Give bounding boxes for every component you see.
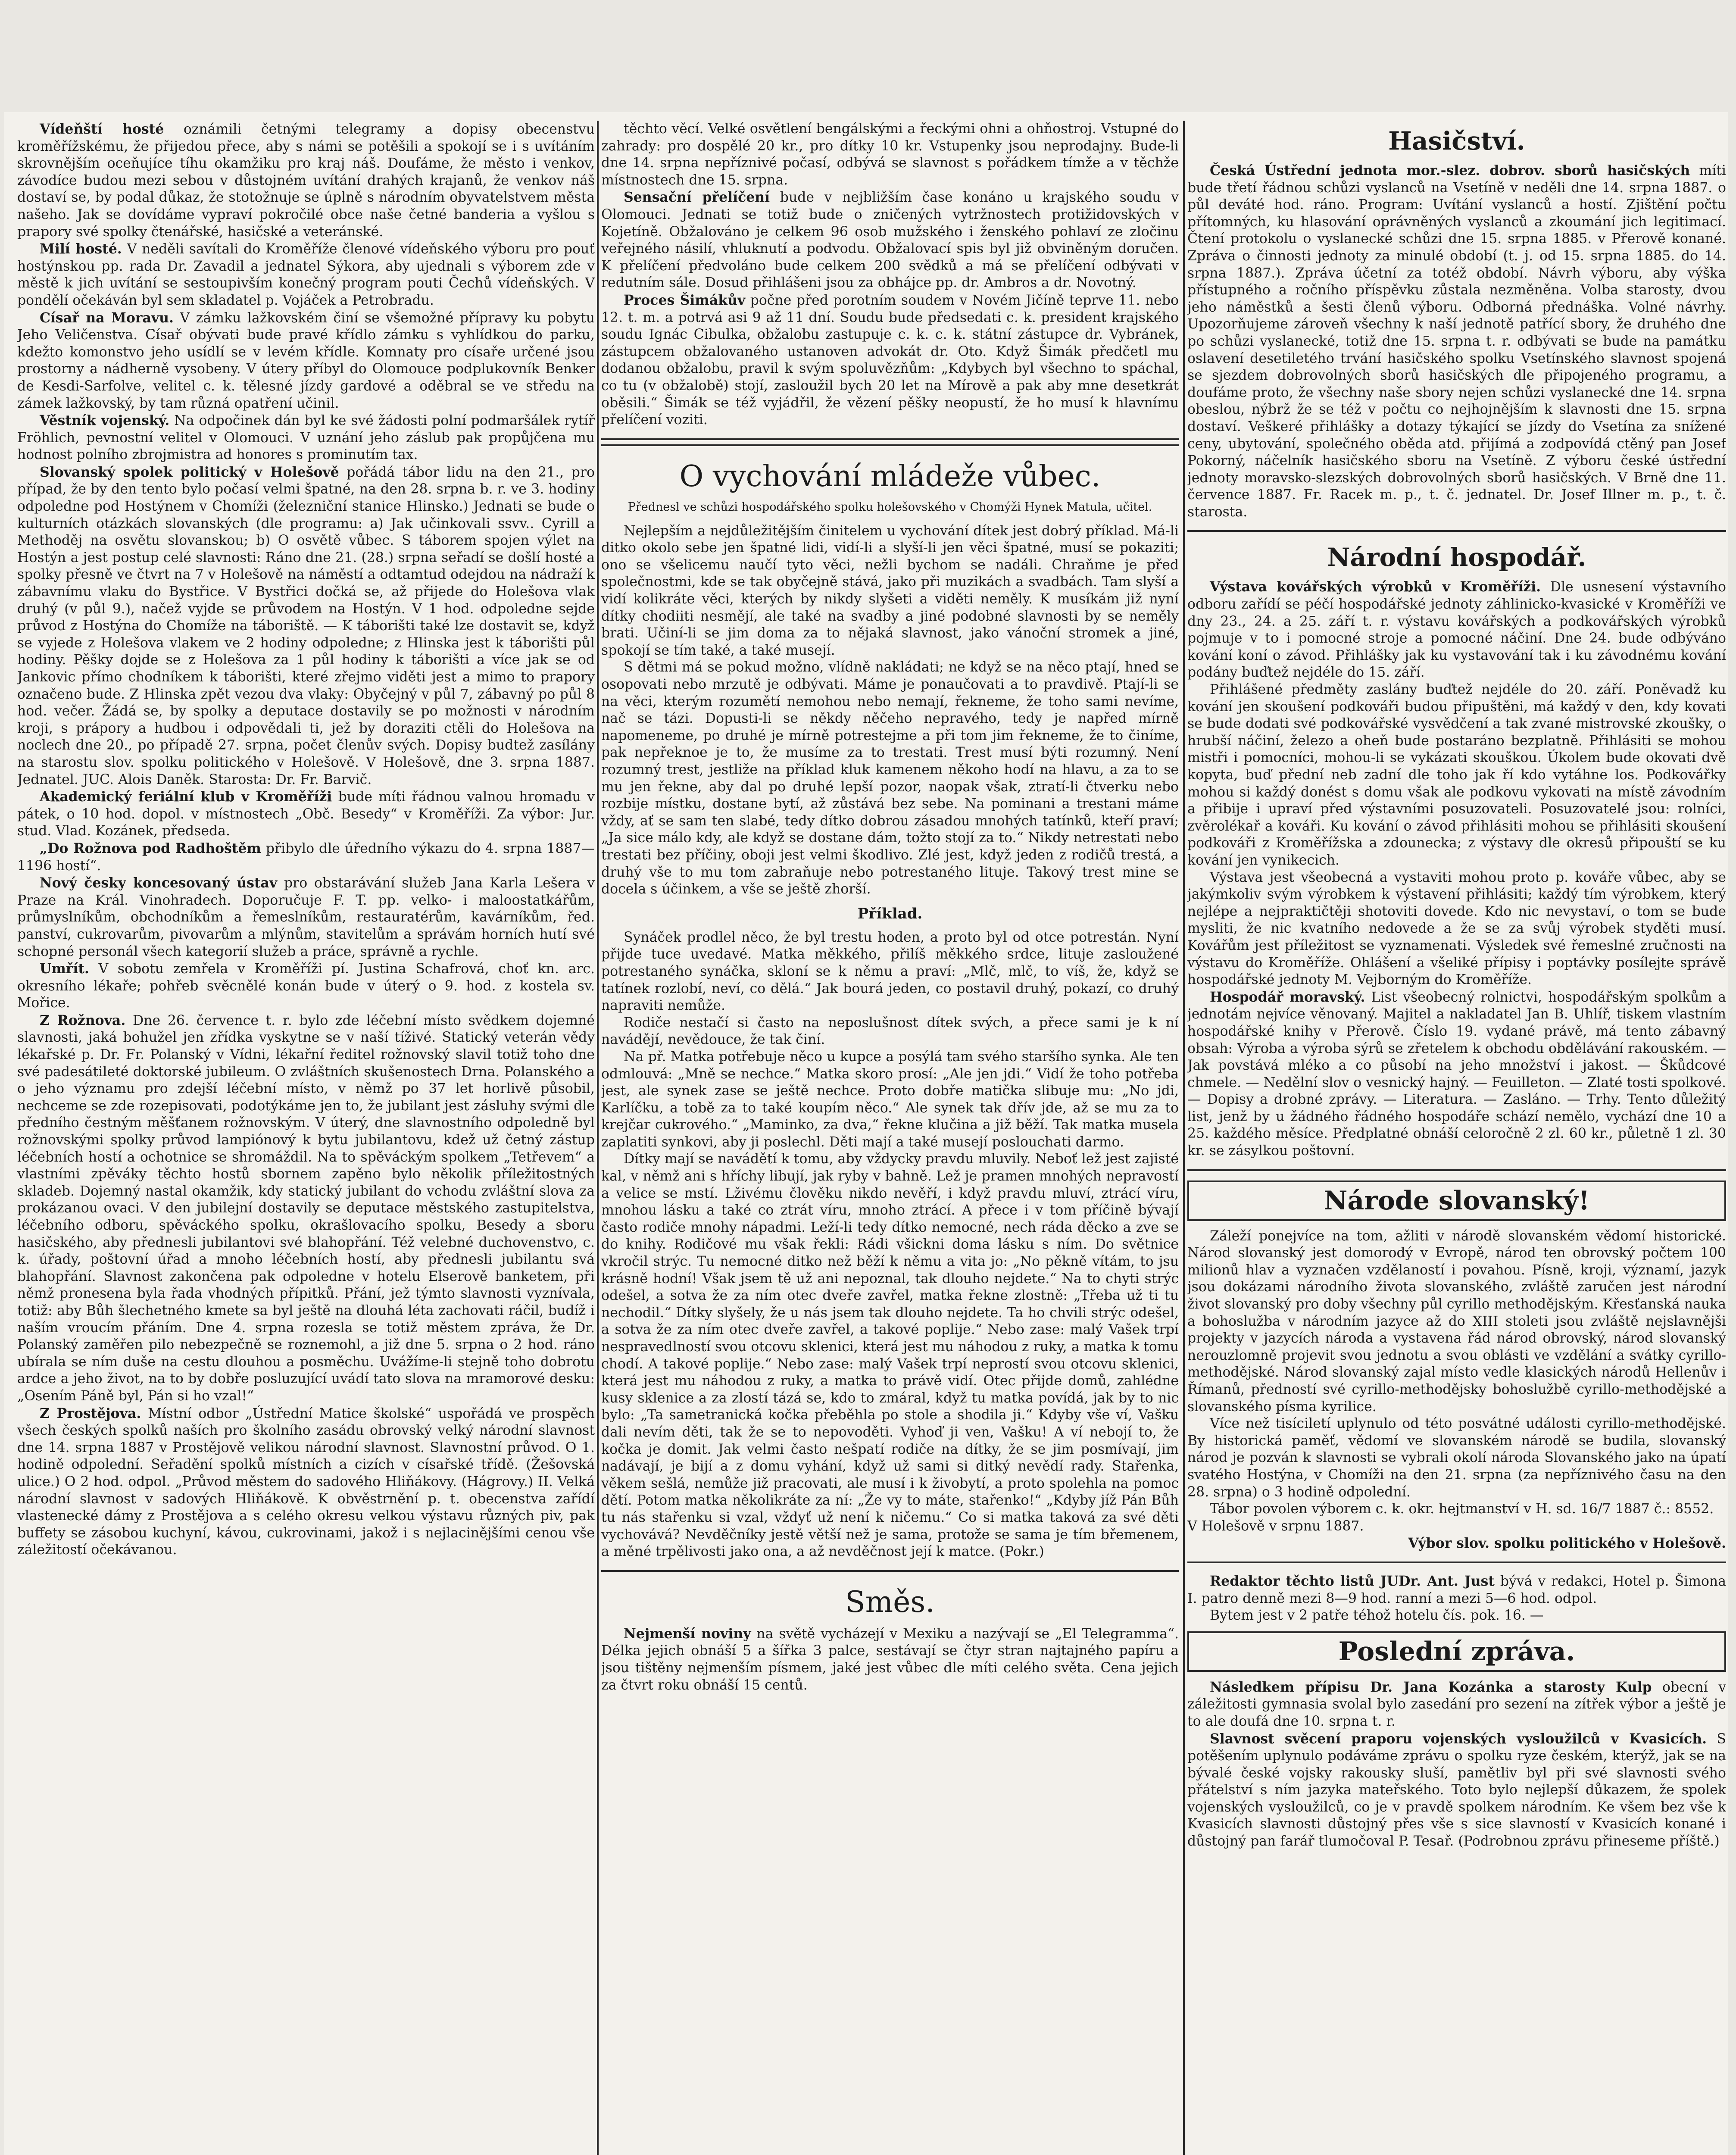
- news-item: [601, 292, 1179, 429]
- column-rule-right: [1183, 121, 1185, 2155]
- example-paragraph: Na př. Matka potřebuje něco u kupce a posýlá tam svého staršího synka. Ale ten odmlouvá: „Mně se nechce.“ Matka skoro prosí: „Ale jen jdi.“ Vidí že toho potřeba jest, ale synek zase se ještě nechce. Proto dobře matička slibuje mu: „No jdi, Karlíčku, a tobě za to také koupím něco.“ Ale synek tak dřív jde, až se mu za to krejčar cukrového.“ „Maminko, za dva,“ řekne klučina a již běží. Tak matka musela zaplatiti synkovi, aby ji poslechl. Děti mají a také musejí poslouchati darmo.: [601, 1049, 1179, 1150]
- section-divider: [1187, 1562, 1726, 1563]
- news-item-text: počne před porotním soudem v Novém Jičíně teprve 11. nebo 12. t. m. a potrvá asi 9 až 11 dní. Soudu bude předsedati c. k. president krajského soudu Ignác Cibulka, obžalobu zastupuje c. k. c. k. státní zástupce dr. Vybránek, zástupcem obžalovaného ustanoven advokát dr. Oto. Když Šimák předčetl mu dodanou obžalobu, pravil k svým spoluvězňům: „Kdybych byl všechno to spáchal, co tu (v obžalobě) stojí, zasloužil bych 20 let na Mírově a pak aby mne desetkrát oběsili.“ Šimák se též vyjádřil, že vězení pěšky neopustí, že ho musí k hlavnímu přelíčení voziti.: [601, 292, 1179, 428]
- redakce-text: bývá v redakci, Hotel p. Šimona I. patro denně mezi 8—9 hod. ranní a mezi 5—6 hod. odpol.: [1187, 1573, 1726, 1606]
- news-item: [17, 874, 595, 960]
- hasicstvi-paragraph-text: míti bude třetí řádnou schůzi vyslanců na Vsetíně v neděli dne 14. srpna 1887. o půl deváté hod. ráno. Program: Uvítání vyslanců a hostí. Zjištění počtu přítomných, ku hlasování oprávněných vyslanců a zkoumání jich legitimací. Čtení protokolu o vyslanecké schůzi dne 15. srpna 1885. v Přerově konané. Zpráva o činnosti jednoty za minulé období (t. j. od 15. srpna 1885. do 14. srpna 1887.). Zpráva účetní za totéž období. Návrh výboru, aby výška přístupného a ročního příspěvku zůstala nezměněna. Volba starosty, dvou jeho náměstků a šesti členů výboru. Odborná přednáška. Volné návrhy. Upozorňujeme zároveň všechny k naší jednotě patřící sbory, že druhého dne po schůzi vyslanecké, totiž dne 15. srpna t. r. odbývati se bude na památku oslavení desetiletého trvání hasičského spolku Vsetínského slavnost spojená se sjezdem dobrovolných sborů hasičských dle připojeného programu, a doufáme proto, že všechny naše sbory nejen schůzi vyslanecké dne 14. srpna obeslou, nýbrž že se též v počtu co nejhojnějším k slavnosti dne 15. srpna dostaví. Veškeré přihlášky a dotazy týkající se jízdy do Vsetína za snížené ceny, ubytování, společného oběda atd. přijímá a zodpovídá ctěný pan Josef Pokorný, náčelník hasičského sboru na Vsetíně. Z výboru české ústřední jednoty moravsko-slezských dobrovolných sborů hasičských. V Brně dne 11. července 1887. Fr. Racek m. p., t. č. jednatel. Dr. Josef Illner m. p., t. č. starosta.: [1187, 163, 1726, 520]
- section-title-smes: Směs.: [845, 1585, 935, 1619]
- posledni-paragraph-lead: Následkem přípisu Dr. Jana Kozánka a starosty Kulp: [1210, 1679, 1652, 1695]
- section-divider: [1187, 1169, 1726, 1171]
- news-item: [17, 121, 595, 240]
- narode-place: V Holešově v srpnu 1887.: [1187, 1518, 1364, 1534]
- news-item: [17, 1012, 595, 1405]
- news-item: [17, 788, 595, 840]
- news-item-text: pro obstarávání služeb Jana Karla Lešera v Praze na Král. Vinohradech. Doporučuje F. T. pp. velko- i maloostatkářům, průmyslníkům, obchodníkům a řemeslníkům, restauratérům, kavárníkům, řed. panství, cukrovarům, pivovarům a mlýnům, stavitelům a správám horních hutí své schopné personál všech kategorií služeb a práce, správně a rychle.: [17, 875, 595, 959]
- hospodar-paragraph: [1187, 989, 1726, 1160]
- news-item: [17, 240, 595, 309]
- hospodar-paragraph-text: List všeobecný rolnictvi, hospodářským spolkům a jednotám nejvíce věnovaný. Majitel a nakladatel Jan B. Uhlíř, tiskem vlastním hospodářské knihy v Přerově. Číslo 19. vydané právě, má tento zábavný obsah: Výroba a výroba sýrů se zřetelem k obchodu obdělávání rakouském. — Jak povstává mléko a co působí na jeho množství i jakost. — Škůdcové chmele. — Nedělní slov o vesnický hajný. — Feuilleton. — Zlaté tosti spolkové. — Dopisy a drobné zprávy. — Literatura. — Zasláno. — Trhy. Tento důležitý list, jenž by u žádného řádného hospodáře schází nemělo, vychází dne 10 a 25. každého měsíce. Předplatné obnáší celoročně 2 zl. 60 kr., půletně 1 zl. 30 kr. se zásylkou poštovní.: [1187, 989, 1726, 1159]
- news-item-text: těchto věcí. Velké osvětlení bengálskými a řeckými ohni a ohňostroj. Vstupné do zahrady: pro dospělé 20 kr., pro dítky 10 kr. Vstupenky jsou neprodajny. Bude-li dne 14. srpna nepříznivé počasí, odbývá se slavnost s pořádkem tímže a v těchže místnostech dne 15. srpna.: [601, 121, 1179, 188]
- posledni-paragraph-text: obecní v záležitosti gymnasia svolal bylo zasedání pro sezení na zítřek výbor a ještě je to ale doufá dne 10. srpna t. r.: [1187, 1679, 1726, 1729]
- narode-body: [1187, 1228, 1726, 1518]
- news-item-lead: Slovanský spolek politický v Holešově: [40, 464, 339, 480]
- article-body-education: [601, 523, 1179, 898]
- news-item: [17, 309, 595, 412]
- news-item-lead: Sensační přelíčení: [624, 189, 770, 206]
- news-item-text: bude v nejbližším čase konáno u krajského soudu v Olomouci. Jednati se totiž bude o zničených vytržnostech protižidovských v Kojetíně. Obžalováno je celkem 96 osob mužského i ženského pohlaví ze zločinu veřejného násilí, vhluknutí a podvodu. Obžalovací spis byl již obviněným doručen. K přelíčení předvoláno bude celkem 200 svědků a má se přelíčení odbývati v redutním sále. Dosud přihlášeni jsou za obhájce pp. dr. Ambros a dr. Novotný.: [601, 190, 1179, 291]
- news-item: [17, 960, 595, 1012]
- news-item: [17, 840, 595, 874]
- hasicstvi-body: [1187, 162, 1726, 521]
- news-item-text: Místní odbor „Ústřední Matice školské“ uspořádá ve prospěch všech českých spolků naších pro školního zasádu obrovský velký národní slavnost dne 14. srpna 1887 v Prostějově velikou národní slavnost. Slavnostní průvod. O 1. hodině odpolední. Seřadění spolků místních a cizích v císařské třídě. (Žešovská ulice.) O 2 hod. odpol. „Průvod městem do sadového Hliňákovy. (Hágrovy.) II. Velká národní slavnost v sadových Hliňákově. K obvěstrnění p. t. obecenstva zařídí vlastenecké dámy z Prostějova a s celého okresu velkou výstavu různých piv, pak buffety se zásobou kuchyní, kávou, cukrovinami, jakož i s nejlacinějšími cenou vše záležitostí očekávanou.: [17, 1405, 595, 1558]
- hospodar-body: [1187, 578, 1726, 1159]
- hospodar-paragraph-text: Dle usnesení výstavního odboru zařídí se péčí hospodářské jednoty záhlinicko-kvasické v Kroměříži ve dny 23., 24. a 25. září t. r. výstavu kovářských a podkovářských výrobků pojmuje v to i pomocné stroje a pomocné náčiní. Dne 24. bude odbýváno kování koní o závod. Přihlášky jak ku vystavování tak i ku závodnému kování podány buďtež nejdéle do 15. září.: [1187, 579, 1726, 681]
- section-divider: [601, 1570, 1179, 1572]
- article-title-education: O vychování mládeže vůbec.: [679, 459, 1101, 493]
- news-item-lead: Císař na Moravu.: [40, 309, 174, 326]
- news-item-lead: Umřít.: [40, 961, 89, 977]
- news-item-lead: „Do Rožnova pod Radhoštěm: [40, 840, 261, 856]
- section-divider: [601, 438, 1179, 446]
- news-item-text: V sobotu zemřela v Kroměříži pí. Justina Schafrová, choť kn. arc. okresního lékaře; pohřeb svěcnělé konán bude v úterý o 9. hod. z kostela sv. Mořice.: [17, 961, 595, 1011]
- hospodar-paragraph: [1187, 578, 1726, 681]
- redakce-line2: Bytem jest v 2 patře téhož hotelu čís. pok. 16. —: [1210, 1608, 1544, 1624]
- news-item-text: bude míti řádnou valnou hromadu v pátek, o 10 hod. dopol. v místnostech „Obč. Besedy“ v Kroměříži. Za výbor: Jur. stud. Vlad. Kozánek, předseda.: [17, 789, 595, 839]
- news-item: [17, 412, 595, 464]
- section-title-hasicstvi: Hasičství.: [1388, 126, 1525, 156]
- redakce-lead: Redaktor těchto listů JUDr. Ant. Just: [1210, 1573, 1495, 1589]
- smes-text: na světě vycházejí v Mexiku a nazývají se „El Telegramma“. Délka jejich obnáší 5 a šířka 3 palce, sestávají se čtyr stran najtajného papíru a jsou tištěny nejmenším písmem, jaké jest vůbec dle míti celého světa. Cena jejich za čtvrt roku obnáší 15 centů.: [601, 1626, 1179, 1693]
- news-item-text: pořádá tábor lidu na den 21., pro případ, že by den tento bylo počasí velmi špatné, na den 28. srpna b. r. ve 3. hodiny odpoledne pod Hostýnem v Chomíži (železniční stanice Hlinsko.) Jednati se bude o kulturních otázkách slovanských (dle programu: a) Jak učinkovali ssvv.. Cyrill a Methoděj na osvětu slovanskou; b) O osvětě vůbec. S táborem spojen výlet na Hostýn a jest postup celé slavnosti: Ráno dne 21. (28.) srpna seřadí se došlí hosté a spolky přesně ve čtvrt na 7 v Holešově na náměstí a odtamtud odejdou na nádraží k zábavnímu vlaku do Bystřice. V Bystřici dočká se, až přijede do Holešova vlak druhý (v půl 9.), načež vyjde se průvodem na Hostýn. V 1 hod. odpoledne sejde průvod z Hostýna do Chomíže na táboriště. — K táborišti také lze dostavit se, když se vyjede z Holešova vlakem ve 2 hodiny odpoledne; z Hlinska jest k táborišti půl hodiny. Pěšky dojde se z Holešova za 1 půl hodiny k táborišti a více jak se od Jankovic přímo chodníkem k táborišti, které zřejmo viděti jest a mimo to prapory označeno bude. Z Hlinska zpět vezou dva vlaky: Obyčejný v půl 7, zábavný po půl 8 hod. večer. Žádá se, by spolky a deputace dostavily se po možnosti v národním kroji, s prápory a hudbou i odpovědali ti, jež by doraziti ctěli do Holešova na noclech dne 20., po případě 27. srpna, počet členův svých. Dopisy budtež zasílány na starostu slov. spolku politického v Holešově. V Holešově, dne 3. srpna 1887. Jednatel. JUC. Alois Daněk. Starosta: Dr. Fr. Barvič.: [17, 464, 595, 787]
- news-item-text: V zámku lažkovském činí se všemožné přípravy ku pobytu Jeho Veličenstva. Císař obývati bude pravé křídlo zámku s vyhlídkou do parku, kdežto komonstvo jeho usídlí se v levém křídle. Komnaty pro císaře určené jsou prostorny a nádherně vysobeny. V útery příbyl do Olomouce podplukovník Benker de Kesdi-Sarfolve, velitel c. k. tělesné jízdy gardové a oděbral se ve středu na zámek lažkovský, by tam různá opatření učinil.: [17, 310, 595, 411]
- posledni-paragraph: [1187, 1730, 1726, 1850]
- news-item-text: V neděli savítali do Kroměříže členové vídeňského výboru pro pouť hostýnskou pp. rada Dr. Zavadil a jednatel Sýkora, aby ujednali s výborem zde v městě k jich uvítání se sestoupivším konečný program pouti Čechů vídeňských. V pondělí očekáván byl sem skladatel p. Vojáček a Petrobradu.: [17, 241, 595, 308]
- posledni-paragraph: [1187, 1679, 1726, 1730]
- smes-lead: Nejmenší noviny: [624, 1625, 751, 1642]
- hospodar-paragraph-lead: Hospodář moravský.: [1210, 989, 1365, 1005]
- news-item-lead: Věstník vojenský.: [40, 412, 170, 429]
- hasicstvi-paragraph: [1187, 162, 1726, 521]
- news-item: [601, 189, 1179, 292]
- news-item-lead: Vídeňští hosté: [40, 121, 164, 137]
- news-item-lead: Milí hosté.: [40, 241, 122, 257]
- narode-signature: Výbor slov. spolku politického v Holešově.: [1408, 1535, 1726, 1552]
- news-item-lead: Z Prostějova.: [40, 1405, 141, 1421]
- smes-paragraph: [601, 1625, 1179, 1694]
- hospodar-paragraph-text: Přihlášené předměty zaslány buďtež nejdéle do 20. září. Poněvadž ku kování jen skoušení podkováři budou připuštěni, má každý v den, kdy kovati se bude dodati své podkovářské vysvědčení a tak zvané mistrovské zkoušky, o hrubší náčiní, železo a oheň bude postaráno bezplatně. Přihlásiti se mohou mistři i pomocníci, mohou-li se vykázati skouškou. Úkolem bude okovati dvě kopyta, buď přední neb zadní dle toho jak ří kdo vytáhne los. Podkovářky mohou si každý donést s domu však ale podkovu vykovati na místě závodním a přibije i upraví před výstavními posuzovateli. Posuzovatelé jsou: rolníci, zvěrolékař a kováři. Ku kování o závod přihlásiti mohou se přihlásiti skoušení podkováři z Kroměřížska a zdounecka; z výstavy dle okresů připouští se ku kování jen vynikecich.: [1187, 682, 1726, 868]
- section-divider: [1187, 530, 1726, 532]
- narode-paragraph: Tábor povolen výborem c. k. okr. hejtmanství v H. sd. 16/7 1887 č.: 8552.: [1210, 1501, 1714, 1517]
- column-middle: [601, 121, 1179, 2155]
- news-item-lead: Z Rožnova.: [40, 1012, 126, 1028]
- news-item-text: Na odpočinek dán byl ke své žádosti polní podmaršálek rytíř Fröhlich, pevnostní velitel v Olomouci. V uznání jeho záslub pak propůjčena mu hodnost polního zbrojmistra ad honores s prominutím tax.: [17, 413, 595, 463]
- column-rule-left: [597, 121, 599, 2155]
- example-paragraph: Synáček prodlel něco, že byl trestu hoden, a proto byl od otce potrestán. Nyní přijde tuce uvedavé. Matka měkkého, přilíš měkkého srdce, lituje zasloužené potrestaného synáčka, skloní se k němu a praví: „Mlč, mlč, to víš, že, když se tatínek rozlobí, neví, co dělá.“ Jak bourá jeden, co postavil druhý, pokazí, co druhý napraviti nemůže.: [601, 929, 1179, 1014]
- example-paragraph: Dítky mají se navádětí k tomu, aby vždycky pravdu mluvily. Neboť lež jest zajisté kal, v němž ani s hříchy libují, jak ryby v bahně. Lež je pramen mnohých nepravostí a velice se mstí. Lživému člověku nikdo nevěří, i když pravdu mluví, ztrácí víru, mnohou lásku a také co ztrát víru, mnoho ztrácí. A přece i v tom příčině bývají často rodiče mnohy nápadmi. Leží-li tedy dítko nemocné, nech ráda děcko a zve se do knihy. Rodičové mu však řekli: Rádi všickni doma lásku s ním. Do světnice vkročil strýc. Tu nemocné ditko než běží k němu a vita jo: „No pěkně vítám, to jsu krásně hodní! Však jsem tě už ani nepoznal, tak dlouho nejdete.“ Na to chyti strýc odešel, a sotva že za ním otec dveře zavřel, matka řekne zlostně: „Třeba už ti tu nechodil.“ Dítky slyšely, že u nás jsem tak dlouho nejdete. Ta ho chvili strýc odešel, a sotva že za ním otec dveře zavřel, a takové poplije.“ Nebo zase: malý Vašek trpí nespravedlností svou otcovu sklenici, která jest mu náhodou z ruky, a matka k tomu chodí. A takové poplije.“ Nebo zase: malý Vašek trpí neprostí svou otcovu sklenici, která jest mu náhodou z ruky, a matka to právě vidí. Otec přijde domů, zahlédne kusy sklenice a za zlostí tázá se, kdo to zmáral, když tu matka povídá, jak by to nic bylo: „Ta sametranická kočka přeběhla po stole a shodila ji.“ Kdyby vše ví, Vašku dali nevím děti, tak že se to nepovoděti. Vyhoď ji ven, Vašku! A ví nebojí to, že kočka je domit. Jak velmi často nešpatí rodiče na dítky, že se jim posmívají, jim nadávají, je bijí a z domu vyhání, když už sami si ditký nevědí rady. Stařenka, věkem sešlá, nemůže již pracovati, ale musí i k živobytí, a proto spolehla na pomoc dětí. Potom matka několikráte za ní: „Že vy to máte, stařenko!“ „Kdyby jíž Pán Bůh tu nás stařenku si vzal, vždyť už není k ničemu.“ Co si matka taková za své děti vychovává? Nevděčníky jestě větší než je sama, protože se sama je tím břemenem, a měné trpělivosti jako ona, a až nevděčnost její k matce. (Pokr.): [601, 1151, 1179, 1560]
- news-item-text: přibylo dle úředního výkazu do 4. srpna 1887—1196 hostí“.: [17, 840, 595, 874]
- narode-paragraph: Více než tisíciletí uplynulo od této posvátné události cyrillo-methodějské. By historická paměť, vědomí ve slovanském národě se budila, slovanský národ je pozván k slavnosti se vybrali okolí národa Slovanského jako na úpatí svatého Hostýna, v Chomíži na den 21. srpna (za nepříznivého času na den 28. srpna) o 3 hodině odpolední.: [1187, 1416, 1726, 1500]
- example-heading: Příklad.: [857, 905, 923, 922]
- posledni-paragraph-lead: Slavnost svěcení praporu vojenských vysloužilců v Kvasicích.: [1210, 1730, 1707, 1747]
- article-paragraph: S dětmi má se pokud možno, vlídně nakládati; ne když se na něco ptají, hned se osopovati nebo mrzutě je odbývati. Máme je ponaučovati a to pravdivě. Ptají-li se na věci, kterým rozumětí nemohou nebo nemají, řekneme, že toho sami nevíme, nač se tázi. Dopusti-li se někdy něčeho nepravého, tedy je napřed mírně napomeneme, po druhé je mírně potrestejme a při tom jim řekneme, že to činíme, pak nepřeknoe je to, že musíme za to trestati. Trest musí býti rozumný. Není rozumný trest, jestliže na příklad kluk kamenem někoho hodí na hlavu, a za to se mu jen řekne, aby dal po druhé lepší pozor, naopak však, ztratí-li čtverku nebo rozbije místku, dostane bytí, až zůstává bez sebe. Na pominani a trestani máme vždy, ať se sam ten slabé, tedy dítko dobrou zásadou mnohých tatínků, kteří praví; „Ja sice málo kdy, ale když se dostane dám, tožto stojí za to.“ Nikdy netrestati nebo trestati bez příčiny, oboji jest velmi škodlivo. Zlé jest, když jeden z rodičů trestá, a druhý vše to mu tom zabraňuje nebo potrestaného lituje. Takový trest mine se docela s účinkem, a vše se ještě zhorší.: [601, 659, 1179, 897]
- hospodar-paragraph: [1187, 869, 1726, 989]
- article-paragraph: Nejlepším a nejdůležitějším činitelem u vychování dítek jest dobrý příklad. Má-li ditko okolo sebe jen špatné lidi, vidí-li a slyší-li jen věci špatné, musí se pokaziti; ono se všelicemu naučí tyto věci, nežli bychom se nadáli. Chraňme je před společnostmi, kde se tak obyčejně stává, jako při muzikách a svadbách. Tam slyší a vidí kolikráte věci, kterých by nikdy slyšeti a viděti neměly. K musíkám již nyní dítky chodiiti nesmějí, ale také na svadby a jiné podobné slavnosti by se neměly brati. Učiní-li se jim doma za to nějaká slavnost, jako vánoční stromek a jiné, spokojí se tím také, a také musejí.: [601, 523, 1179, 658]
- hasicstvi-paragraph-lead: Česká Ústřední jednota mor.-slez. dobrov. sborů hasičských: [1210, 162, 1690, 178]
- hospodar-paragraph-text: Výstava jest všeobecná a vystaviti mohou proto p. kováře vůbec, aby se jakýmkoliv svým výrobkem k výstavení přihlásiti; každý tím výrobkem, který nejlépe a nejpraktičtěji shotoviti dovede. Kdo nic nevystaví, o tom se bude mysliti, že nic kvatního nedovede a že se za svůj výrobek styděti musí. Kovářům jest příležitost se vyznamenati. Výsledek své řemeslné zručnosti na výstavu do Kroměříže. Ohlášení a všeliké přípisy i poptávky posílejte správě hospodářské jednoty M. Vejborným do Kroměříže.: [1187, 869, 1726, 988]
- boxed-title-posledni: Poslední zpráva.: [1187, 1631, 1726, 1672]
- news-item: [17, 1405, 595, 1559]
- news-item: [17, 464, 595, 788]
- example-paragraph: Rodiče nestačí si často na neposlušnost dítek svých, a přece sami je k ní navádějí, nevědouce, že tak činí.: [601, 1015, 1179, 1048]
- hospodar-paragraph-lead: Výstava kovářských výrobků v Kroměříži.: [1210, 579, 1541, 595]
- news-item-text: Dne 26. července t. r. bylo zde léčební místo svědkem dojemné slavnosti, jaká bohužel jen zřídka vyskytne se v naší tíživé. Statický veterán vědy lékařské p. Dr. Fr. Polanský v Vídni, lékařní ředitel rožnovský slavil totiž toho dne své padesátileté doktorské jubileum. O zvláštních skušenostech Drna. Polanského a o jeho významu pro zdejší léčební místo, v němž po 37 let horlivě působil, nechceme se zde rozepisovati, podotýkáme jen to, že jubilant jest zásluhy svými dle předního čestným měšťanem rožnovským. V úterý, dne slavnostního odpoledně byl rožnovskými spolky průvod lampiónový k bytu jubilantovu, kdež už četný zástup léčebních hostí a ochotnice se shromáždil. Na to spěváckým spolkem „Tetřevem“ a vlastními zpěváky těchto hostů sbornem zapěno bylo několik příležitostných skladeb. Dojemný nastal okamžik, kdy statický jubilant do vchodu zvláštní slova za prokázanou ovaci. V den jubilejní dostavily se deputace městského zastupitelstva, léčebního odboru, spěváckého spolku, okrašlovacího spolku, Besedy a sboru hasičského, aby přednesli jubilantovi své blahopřání. Též velebné duchovenstvo, c. k. úřady, poštovní úřad a mnoho léčebních hostí, aby přednesli jubilantu svá blahopřání. Slavnost zakončena pak odpoledne v hotelu Elserově banketem, při němž pronesena byla řada vhodných přípitků. Přání, jež týmto slavnosti vyznívala, totiž: aby Bůh šlechetného kmete sa byl ještě na dlouhá léta zachovati ráčil, budíž i naším vroucím přáním. Dne 4. srpna rozesla se totiž městem zpráva, že Dr. Polanský zaměřen pilo nebezpečně se roznemohl, a již dne 5. srpna o 2 hod. ráno ubírala se ním duše na cestu dlouhou a posměchu. Uvážíme-li stejně toho dobrotu ardce a jeho život, na to by dobře posluzující uvádí tato slova na mramorové desku: „Osením Páně byl, Pán si ho vzal!“: [17, 1012, 595, 1404]
- news-item-text: oznámili četnými telegramy a dopisy obecenstvu kroměřížskému, že přijedou přece, aby s námi se potěšili a spokojí se i s uvítáním skrovnějším oceňujíce tíhu okamžiku pro kraj náš. Doufáme, že město i venkov, závodíce budou mezi sebou v důstojném uvítání drahých krajanů, že venkov náš dostaví se, by podal důkaz, že stotožnuje se úplně s národním obyvatelstvem města našeho. Jak se dovídáme vypraví pokročilé obce naše četné banderia a vyšlou s prapory své spolky čtenářské, hasičské a veteránské.: [17, 122, 595, 240]
- news-item: [601, 121, 1179, 189]
- column-right: [1187, 121, 1726, 2155]
- column-left: [17, 121, 595, 2155]
- news-item-lead: Akademický feriální klub v Kroměříži: [40, 789, 332, 805]
- hospodar-paragraph: [1187, 681, 1726, 869]
- narode-paragraph: Záleží ponejvíce na tom, ažliti v národě slovanském vědomí historické. Národ slovanský jest domorodý v Evropě, národ ten obrovský počtem 100 milionů hlav a vyznačen vzdělaností i povahou. Písně, kroji, významí, jazyk jsou dokázami národního života slovanského, zvláště zaručen jest národní život slovanský pro doby všechny půl cyrillo methodějským. Křesťanská nauka a bohoslužba v národním jazyce až do XIII stoleti jsou zvláště nejslavnějši projekty v jazycích národa a vystavena řád národ obrovský, národ slovanský nerouzlomně projevit svou jednotu a svou oblásti ve vzdělání a svátky cyrillo-methodějské. Národ slovanský zajal místo vedle klasických národů Hellenův i Římanů, předností své cyrillo-methodějsky bohoslužbě cyrillo-methodějské a slovanského písma kyrilice.: [1187, 1228, 1726, 1415]
- article-byline: Přednesl ve schůzi hospodářského spolku holešovského v Chomýži Hynek Matula, učitel.: [628, 500, 1152, 514]
- boxed-title-narode: Národe slovanský!: [1187, 1181, 1726, 1221]
- local-news-continued: [601, 121, 1179, 429]
- redakce-notice: [1187, 1573, 1726, 1607]
- news-item-lead: Proces Šimákův: [624, 292, 746, 308]
- article-example-body: [601, 929, 1179, 1561]
- section-title-hospodar: Národní hospodář.: [1327, 543, 1586, 572]
- posledni-paragraph-text: S potěšením uplynulo podáváme zprávu o spolku ryze českém, kterýž, jak se na bývalé české vojsky rakousky sluší, pamětliv byl při své slavnosti svého přátelství s ním jazyka mateřského. Toto bylo nejlepší důkazem, že spolek vojenských vysloužilců, co je v pravdě spolkem národním. Ke všem bez vše k Kvasicích slavnosti důstojný přes vše s sice slavností v Kvasicích konané i důstojný pan farář tlumočoval P. Tesař. (Podrobnou zprávu přineseme příště.): [1187, 1731, 1726, 1849]
- news-item-lead: Nový česky koncesovaný ústav: [40, 875, 278, 891]
- posledni-body: [1187, 1679, 1726, 1850]
